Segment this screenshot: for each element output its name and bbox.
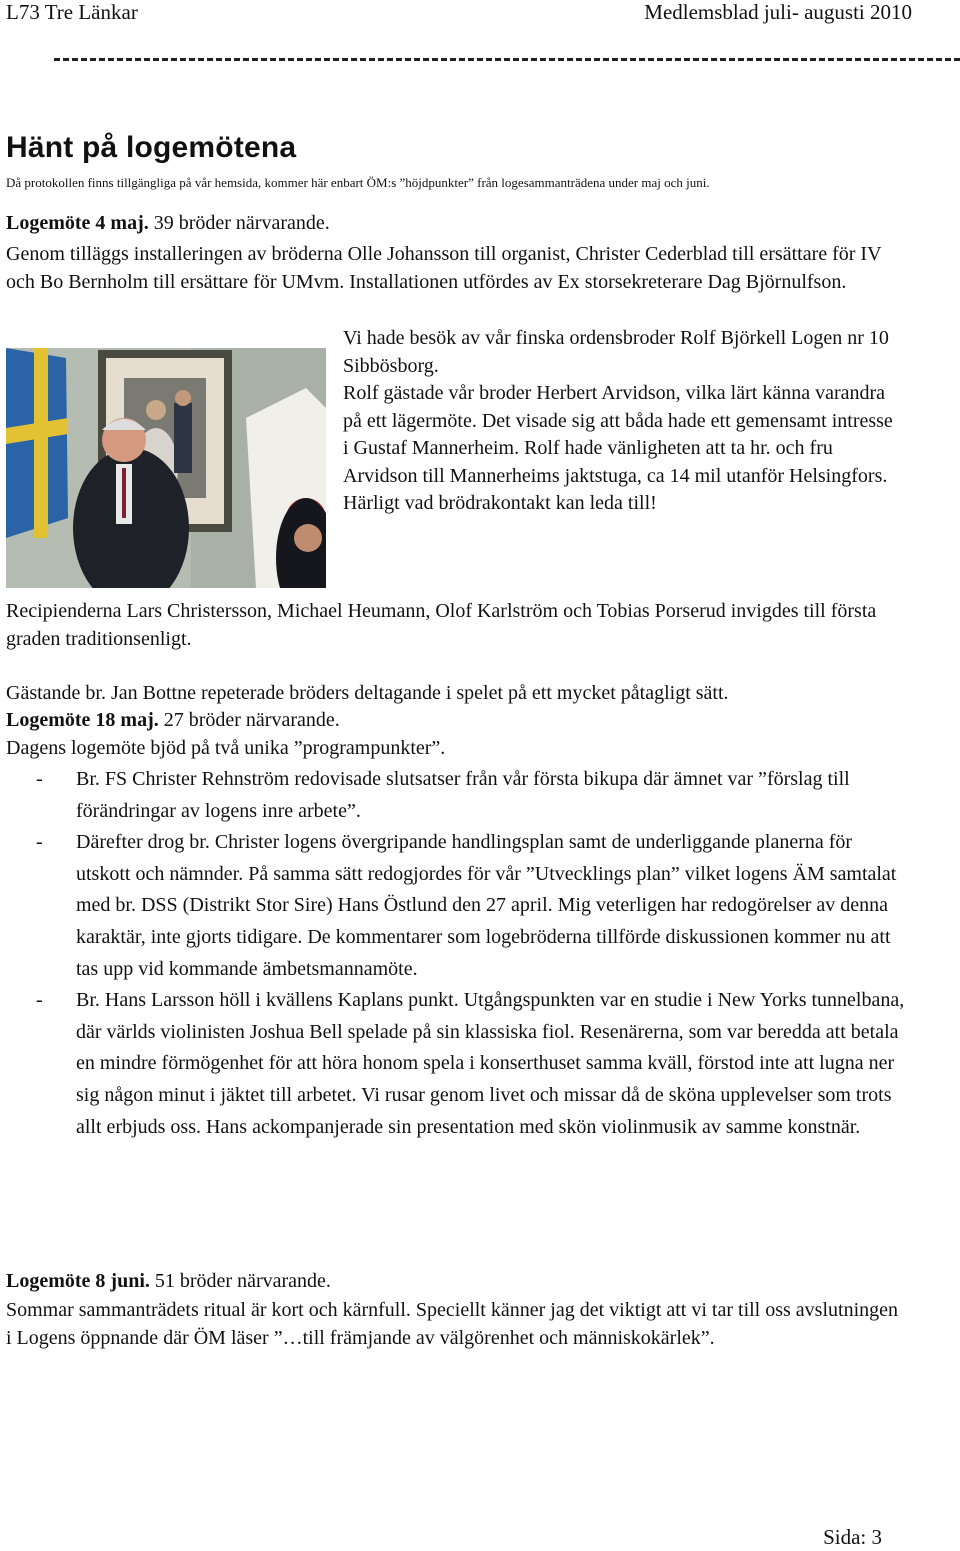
meeting-photo [6, 348, 326, 588]
program-list [6, 764, 906, 1143]
meeting-2-intro: Dagens logemöte bjöd på två unika ”programpunkter”. [6, 737, 446, 759]
list-marker: - [36, 989, 43, 1012]
dashed-divider [54, 58, 960, 64]
meeting-3-line [6, 1268, 906, 1296]
meeting-2-count: 27 bröder närvarande. [158, 709, 340, 731]
page-number: Sida: 3 [823, 1525, 882, 1549]
visit-text-2: Rolf gästade vår broder Herbert Arvidson, vilka lärt känna varandra på ett lägermöte. Det visade sig att båda hade ett gemensamt intresse i Gustaf Mannerheim. Rolf hade vänligheten att ta hr. och fru Arvidson till Mannerheims jaktstuga, ca 14 mil utanför Helsingfors. Härligt vad brödrakontakt kan leda till! [343, 382, 893, 514]
photo-illustration [6, 348, 326, 588]
guest-text: Gästande br. Jan Bottne repeterade bröders deltagande i spelet på ett mycket påtagligt sätt. [6, 682, 729, 704]
meeting-2-line [6, 707, 906, 735]
meeting-1-text: Genom tilläggs installeringen av bröderna Olle Johansson till organist, Christer Cederblad till ersättare för IV och Bo Bernholm till ersättare för UMvm. Installationen utfördes av Ex storsekreterare Dag Björnulfson. [6, 243, 882, 293]
meeting-3-text: Sommar sammanträdets ritual är kort och kärnfull. Speciellt känner jag det viktigt att vi tar till oss avslutningen i Logens öppnande där ÖM läser ”…till främjande av välgörenhet och människokärlek”. [6, 1299, 899, 1349]
list-marker: - [36, 768, 43, 790]
meeting-3-count: 51 bröder närvarande. [149, 1270, 331, 1292]
list-item-text: Br. FS Christer Rehnström redovisade slutsatser från vår första bikupa där ämnet var ”förslag till förändringar av logens inre arbete”. [76, 768, 850, 822]
meeting-3-heading: Logemöte 8 juni. [6, 1270, 150, 1292]
meeting-1-line [6, 210, 906, 238]
page-title: Hänt på logemötena [6, 131, 297, 164]
list-marker: - [36, 831, 43, 854]
meeting-1-heading: Logemöte 4 maj. [6, 212, 149, 234]
meeting-1-count: 39 bröder närvarande. [148, 212, 330, 234]
list-item [6, 827, 906, 985]
recipients-text: Recipienderna Lars Christersson, Michael Heumann, Olof Karlström och Tobias Porserud invigdes till första graden traditionsenligt. [6, 600, 877, 650]
intro-text: Då protokollen finns tillgängliga på vår hemsida, kommer här enbart ÖM:s ”höjdpunkter” från logesammanträdena under maj och juni. [6, 175, 710, 190]
list-item [6, 764, 906, 827]
meeting-2-heading: Logemöte 18 maj. [6, 709, 159, 731]
list-item [6, 985, 906, 1143]
newsletter-name: L73 Tre Länkar [6, 0, 138, 24]
visit-text: Vi hade besök av vår finska ordensbroder Rolf Björkell Logen nr 10 Sibbösborg. [343, 327, 889, 377]
issue-date: Medlemsblad juli- augusti 2010 [644, 0, 912, 24]
list-item-text: Br. Hans Larsson höll i kvällens Kaplans punkt. Utgångspunkten var en studie i New Yorks tunnelbana, där världs violinisten Joshua Bell spelade på sin klassiska fiol. Resenärerna, som var beredda att betala en mindre förmögenhet för att höra honom spela i konserthuset samma kväll, förstod inte att lugna ner sig någon minut i jäktet till arbetet. Vi rusar genom livet och missar då de sköna upplevelser som trots allt erbjuds oss. Hans ackompanjerade sin presentation med skön violinmusik av samme konstnär. [76, 989, 905, 1138]
list-item-text: Därefter drog br. Christer logens övergripande handlingsplan samt de underliggande planerna för utskott och nämnder. På samma sätt redogjordes för vår ”Utvecklings plan” vilket logens ÄM samtalat med br. DSS (Distrikt Stor Sire) Hans Östlund den 27 april. Mig veterligen har redogörelser av denna karaktär, inte gjorts tidigare. De kommentarer som logebröderna tillförde diskussionen kommer nu att tas upp vid kommande ämbetsmannamöte. [76, 831, 897, 980]
